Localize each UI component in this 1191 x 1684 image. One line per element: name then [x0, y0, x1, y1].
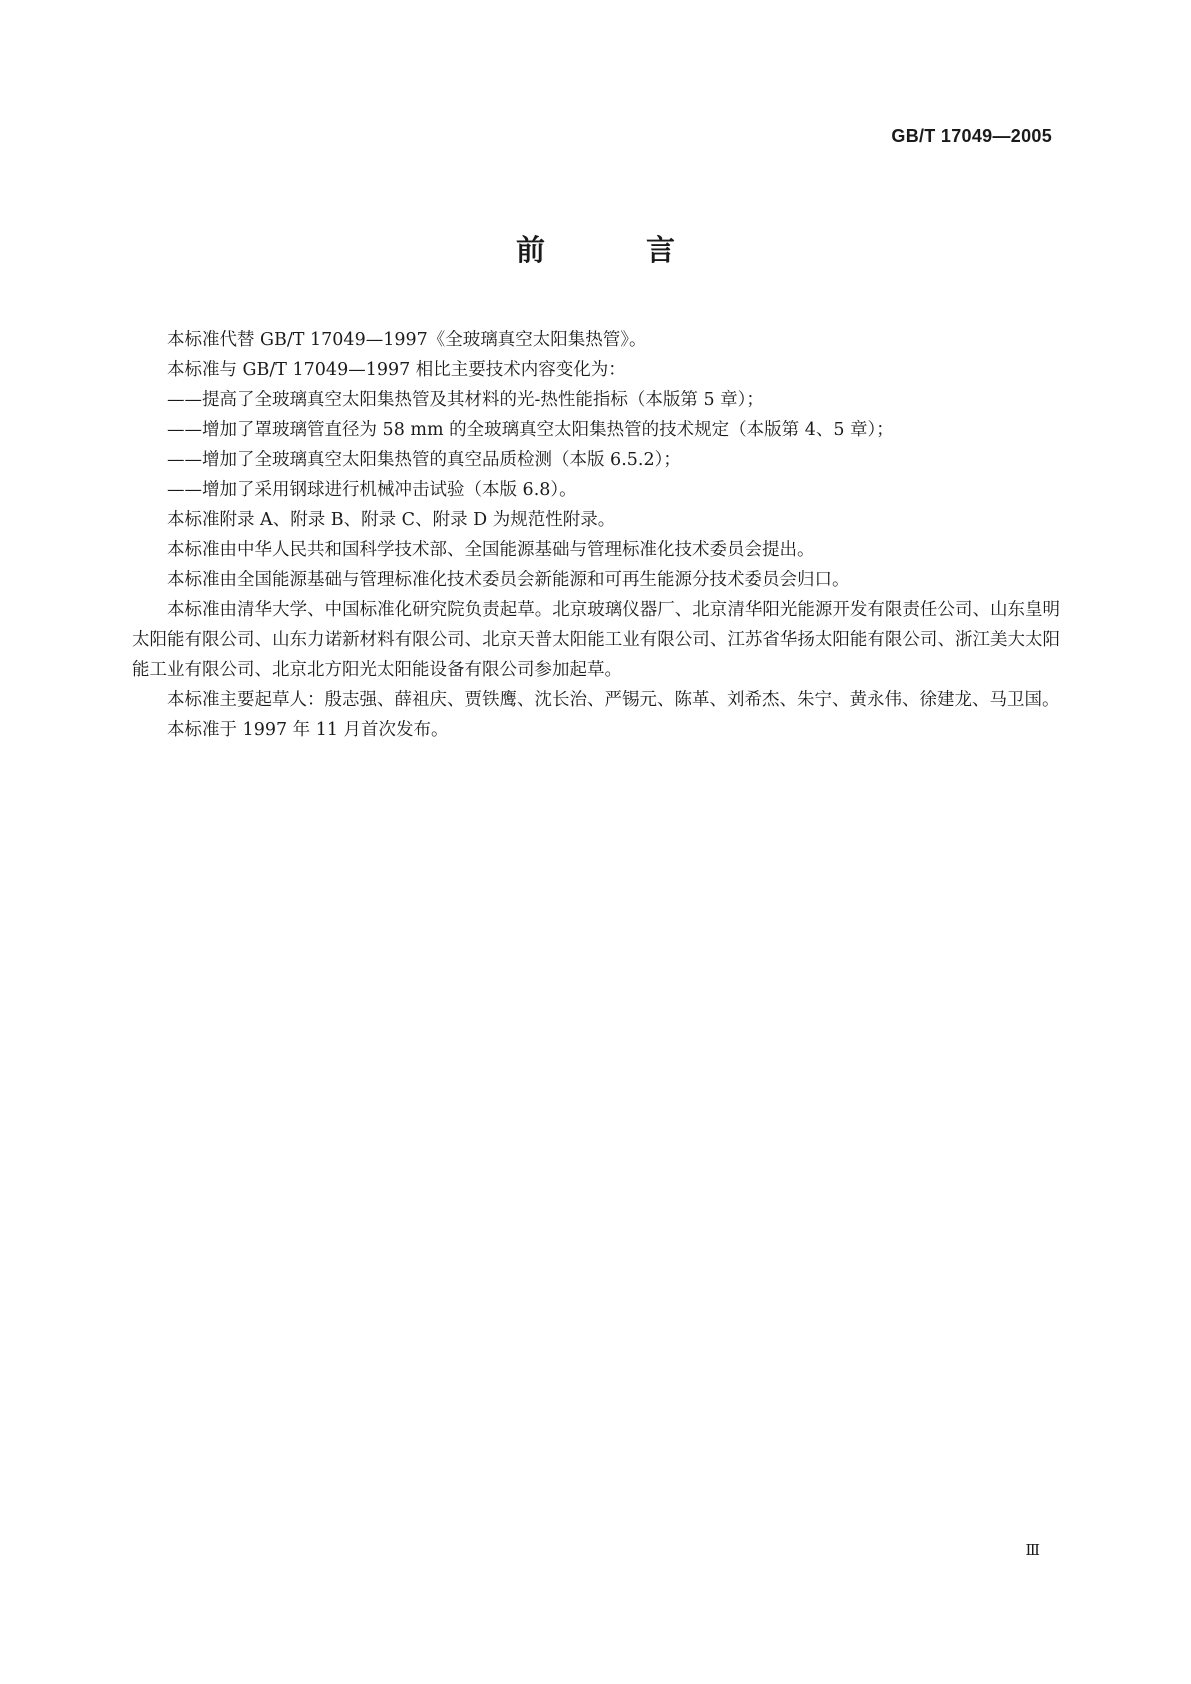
foreword-body: [132, 325, 1060, 745]
change-item-performance: ——提高了全玻璃真空太阳集热管及其材料的光-热性能指标（本版第 5 章）；: [167, 390, 764, 410]
page-number: Ⅲ: [1025, 1541, 1040, 1559]
paragraph-changes-intro: 本标准与 GB/T 17049—1997 相比主要技术内容变化为：: [167, 360, 626, 380]
change-item-58mm: ——增加了罩玻璃管直径为 58 mm 的全玻璃真空太阳集热管的技术规定（本版第 4、5 章）；: [167, 420, 894, 440]
paragraph-first-issued: 本标准于 1997 年 11 月首次发布。: [167, 720, 449, 740]
paragraph-annexes: 本标准附录 A、附录 B、附录 C、附录 D 为规范性附录。: [167, 510, 616, 530]
paragraph-drafters: 本标准主要起草人：殷志强、薛祖庆、贾铁鹰、沈长治、严锡元、陈革、刘希杰、朱宁、黄永伟、徐建龙、马卫国。: [167, 690, 1060, 710]
paragraph-proposed-by: 本标准由中华人民共和国科学技术部、全国能源基础与管理标准化技术委员会提出。: [167, 540, 815, 560]
standard-number: GB/T 17049—2005: [891, 126, 1052, 146]
change-item-impact-test: ——增加了采用钢球进行机械冲击试验（本版 6.8）。: [167, 480, 577, 500]
change-item-vacuum: ——增加了全玻璃真空太阳集热管的真空品质检测（本版 6.5.2）；: [167, 450, 681, 470]
page-title: 前 言: [515, 233, 711, 267]
paragraph-centralized-by: 本标准由全国能源基础与管理标准化技术委员会新能源和可再生能源分技术委员会归口。: [167, 570, 850, 590]
paragraph-replaces: 本标准代替 GB/T 17049—1997《全玻璃真空太阳集热管》。: [167, 330, 647, 350]
paragraph-drafting-orgs: 本标准由清华大学、中国标准化研究院负责起草。北京玻璃仪器厂、北京清华阳光能源开发有限责任公司、山东皇明太阳能有限公司、山东力诺新材料有限公司、北京天普太阳能工业有限公司、江苏省华扬太阳能有限公司、浙江美大太阳能工业有限公司、北京北方阳光太阳能设备有限公司参加起草。: [132, 600, 1060, 680]
